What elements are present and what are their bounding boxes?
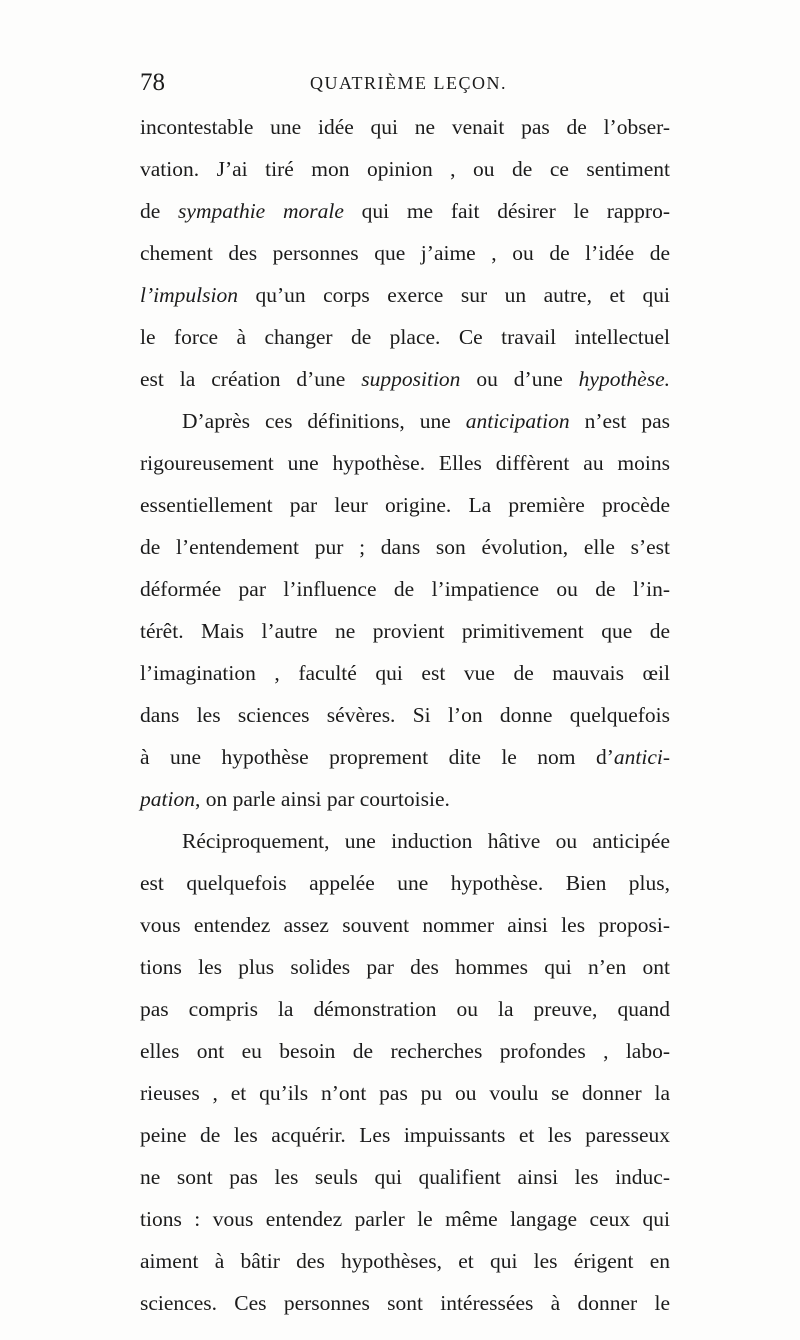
text-line — [140, 1240, 670, 1282]
text-line — [140, 1030, 670, 1072]
text-run: déformée par l’influence de l’impatience ou de l’in- — [140, 577, 670, 601]
text-run: tions : vous entendez parler le même langage ceux qui — [140, 1207, 670, 1231]
text-line — [140, 1282, 670, 1324]
text-run: l’imagination , faculté qui est vue de mauvais œil — [140, 661, 670, 685]
text-run: Réciproquement, une induction hâtive ou anticipée — [182, 829, 670, 853]
text-line — [140, 1114, 670, 1156]
body-text — [140, 106, 670, 1324]
text-line — [140, 862, 670, 904]
text-run: ne sont pas les seuls qui qualifient ainsi les induc- — [140, 1165, 670, 1189]
text-run: térêt. Mais l’autre ne provient primitivement que de — [140, 619, 670, 643]
text-line — [140, 778, 670, 820]
text-run: ou d’une — [460, 367, 579, 391]
text-line — [140, 694, 670, 736]
text-line — [140, 484, 670, 526]
text-run: de — [140, 199, 179, 223]
text-run: aiment à bâtir des hypothèses, et qui les érigent en — [140, 1249, 670, 1273]
text-line — [140, 1198, 670, 1240]
text-run: D’après ces définitions, une — [182, 409, 466, 433]
text-line — [140, 316, 670, 358]
text-run: chement des personnes que j’aime , ou de l’idée de — [140, 241, 670, 265]
text-run: essentiellement par leur origine. La première procède — [140, 493, 670, 517]
text-run: pas compris la démonstration ou la preuve, quand — [140, 997, 670, 1021]
text-run: vation. J’ai tiré mon opinion , ou de ce sentiment — [140, 157, 670, 181]
page-number: 78 — [140, 69, 165, 96]
text-line — [140, 358, 670, 400]
text-line — [140, 1156, 670, 1198]
italic-term: sympathie morale — [178, 199, 344, 223]
text-line — [140, 400, 670, 442]
text-run: est quelquefois appelée une hypothèse. Bien plus, — [140, 871, 670, 895]
text-line — [140, 1072, 670, 1114]
text-line — [140, 736, 670, 778]
text-run: elles ont eu besoin de recherches profondes , labo- — [140, 1039, 670, 1063]
page-header — [140, 66, 670, 100]
text-line — [140, 442, 670, 484]
text-run: peine de les acquérir. Les impuissants et les paresseux — [140, 1123, 670, 1147]
text-line — [140, 820, 670, 862]
text-run: rigoureusement une hypothèse. Elles diffèrent au moins — [140, 451, 670, 475]
italic-term: pation — [140, 787, 195, 811]
text-run: incontestable une idée qui ne venait pas de l’obser- — [140, 115, 670, 139]
text-line — [140, 526, 670, 568]
text-line — [140, 610, 670, 652]
text-line — [140, 652, 670, 694]
text-run: qu’un corps exerce sur un autre, et qui — [237, 283, 670, 307]
italic-term: antici- — [613, 745, 670, 769]
text-line — [140, 106, 670, 148]
running-head: QUATRIÈME LEÇON. — [310, 73, 507, 93]
italic-term: l’impulsion — [140, 283, 238, 307]
text-line — [140, 568, 670, 610]
text-run: tions les plus solides par des hommes qui n’en ont — [140, 955, 670, 979]
italic-term: anticipation — [465, 409, 570, 433]
text-run: rieuses , et qu’ils n’ont pas pu ou voulu se donner la — [140, 1081, 670, 1105]
text-run: n’est pas — [569, 409, 671, 433]
text-run: qui me fait désirer le rappro- — [343, 199, 670, 223]
text-line — [140, 274, 670, 316]
text-run: , on parle ainsi par courtoisie. — [194, 787, 450, 811]
text-run: vous entendez assez souvent nommer ainsi les proposi- — [140, 913, 670, 937]
italic-term: hypothèse. — [578, 367, 670, 391]
text-run: sciences. Ces personnes sont intéressées à donner le — [140, 1291, 670, 1315]
text-run: le force à changer de place. Ce travail intellectuel — [140, 325, 670, 349]
text-line — [140, 946, 670, 988]
text-run: est la création d’une — [140, 367, 362, 391]
text-line — [140, 148, 670, 190]
text-line — [140, 232, 670, 274]
text-run: dans les sciences sévères. Si l’on donne quelquefois — [140, 703, 670, 727]
text-line — [140, 988, 670, 1030]
text-line — [140, 904, 670, 946]
italic-term: supposition — [361, 367, 461, 391]
text-run: à une hypothèse proprement dite le nom d’ — [140, 745, 614, 769]
text-line — [140, 190, 670, 232]
text-run: de l’entendement pur ; dans son évolution, elle s’est — [140, 535, 670, 559]
